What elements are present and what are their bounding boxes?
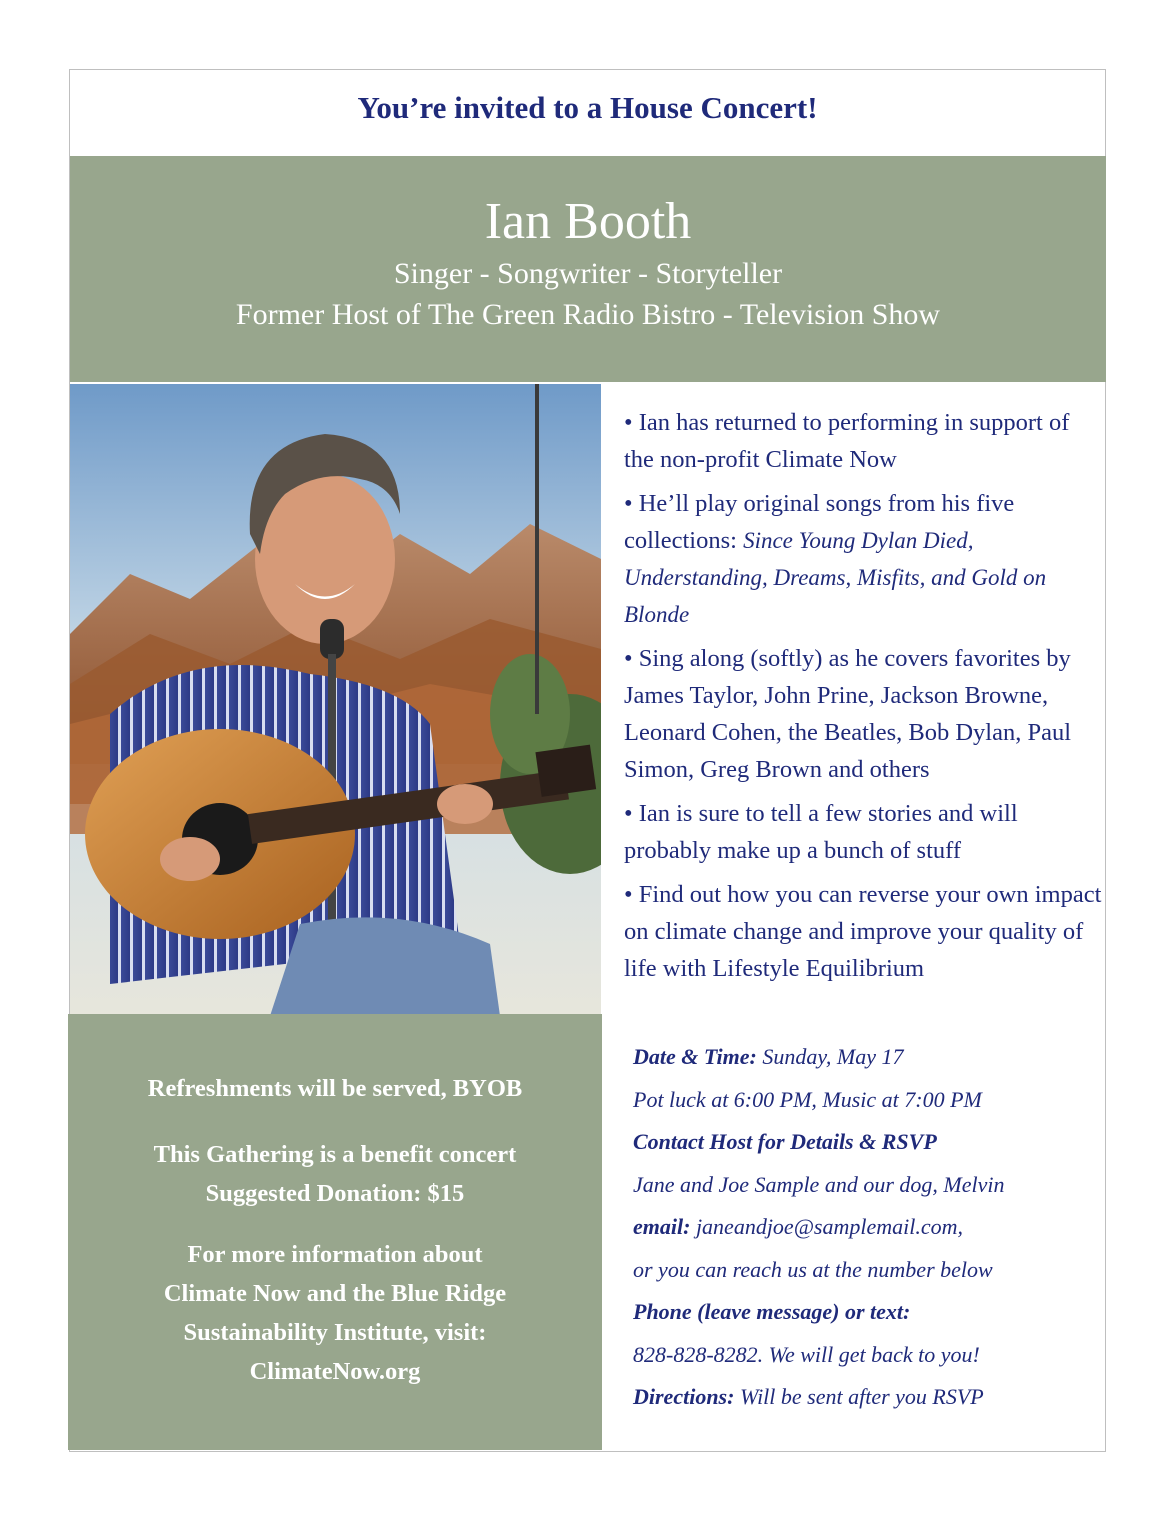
highlight-original-songs [624, 485, 1102, 633]
more-info-line-1: For more information about [187, 1241, 483, 1268]
date-time-label: Date & Time: [633, 1044, 757, 1069]
highlight-songs-lead: • He’ll play original songs from his five collections: [624, 490, 1015, 554]
climate-now-website: ClimateNow.org [249, 1358, 421, 1385]
benefit-info-panel [68, 1014, 602, 1450]
contact-heading [633, 1121, 1103, 1164]
event-details [633, 1036, 1103, 1419]
date-time-row [633, 1036, 1103, 1079]
directions-value: Will be sent after you RSVP [734, 1384, 984, 1409]
host-names: Jane and Joe Sample and our dog, Melvin [633, 1171, 1005, 1197]
invite-heading: You’re invited to a House Concert! [357, 90, 818, 125]
directions-label: Directions: [633, 1384, 735, 1409]
highlight-stories: • Ian is sure to tell a few stories and will probably make up a bunch of stuff [624, 800, 1018, 864]
performer-former-role: Former Host of The Green Radio Bistro - Television Show [235, 298, 941, 331]
reach-note: or you can reach us at the number below [633, 1256, 993, 1282]
directions-row [633, 1376, 1103, 1419]
email-row [633, 1206, 1103, 1249]
benefit-note: This Gathering is a benefit concert [153, 1141, 517, 1168]
highlights-list [624, 404, 1102, 994]
potluck-time: Pot luck at 6:00 PM, Music at 7:00 PM [633, 1086, 982, 1112]
phone-label: Phone (leave message) or text: [633, 1299, 911, 1324]
contact-label: Contact Host for Details & RSVP [633, 1129, 937, 1154]
phone-number: 828-828-8282. We will get back to you! [633, 1341, 980, 1367]
highlight-song-collections: Since Young Dylan Died, Understanding, Dreams, Misfits, and Gold on Blonde [624, 528, 1047, 627]
title-banner [70, 156, 1106, 382]
performer-name: Ian Booth [484, 193, 692, 250]
highlight-lifestyle: • Find out how you can reverse your own impact on climate change and improve your quality of life with Lifestyle Equilibrium [624, 881, 1102, 982]
highlight-covers: • Sing along (softly) as he covers favorites by James Taylor, John Prine, Jackson Browne, Leonard Cohen, the Beatles, Bob Dylan, Paul Simon, Greg Brown and others [624, 645, 1072, 783]
performer-photo [70, 384, 601, 1016]
highlight-climate: • Ian has returned to performing in support of the non-profit Climate Now [624, 409, 1070, 473]
date-value: Sunday, May 17 [756, 1044, 904, 1069]
suggested-donation: Suggested Donation: $15 [205, 1180, 465, 1207]
email-label: email: [633, 1214, 691, 1239]
refreshments-note: Refreshments will be served, BYOB [147, 1075, 523, 1102]
phone-heading [633, 1291, 1103, 1334]
email-address: janeandjoe@samplemail.com, [690, 1214, 964, 1239]
more-info-line-3: Sustainability Institute, visit: [183, 1319, 487, 1346]
performer-tagline: Singer - Songwriter - Storyteller [393, 257, 783, 290]
more-info-line-2: Climate Now and the Blue Ridge [163, 1280, 507, 1307]
